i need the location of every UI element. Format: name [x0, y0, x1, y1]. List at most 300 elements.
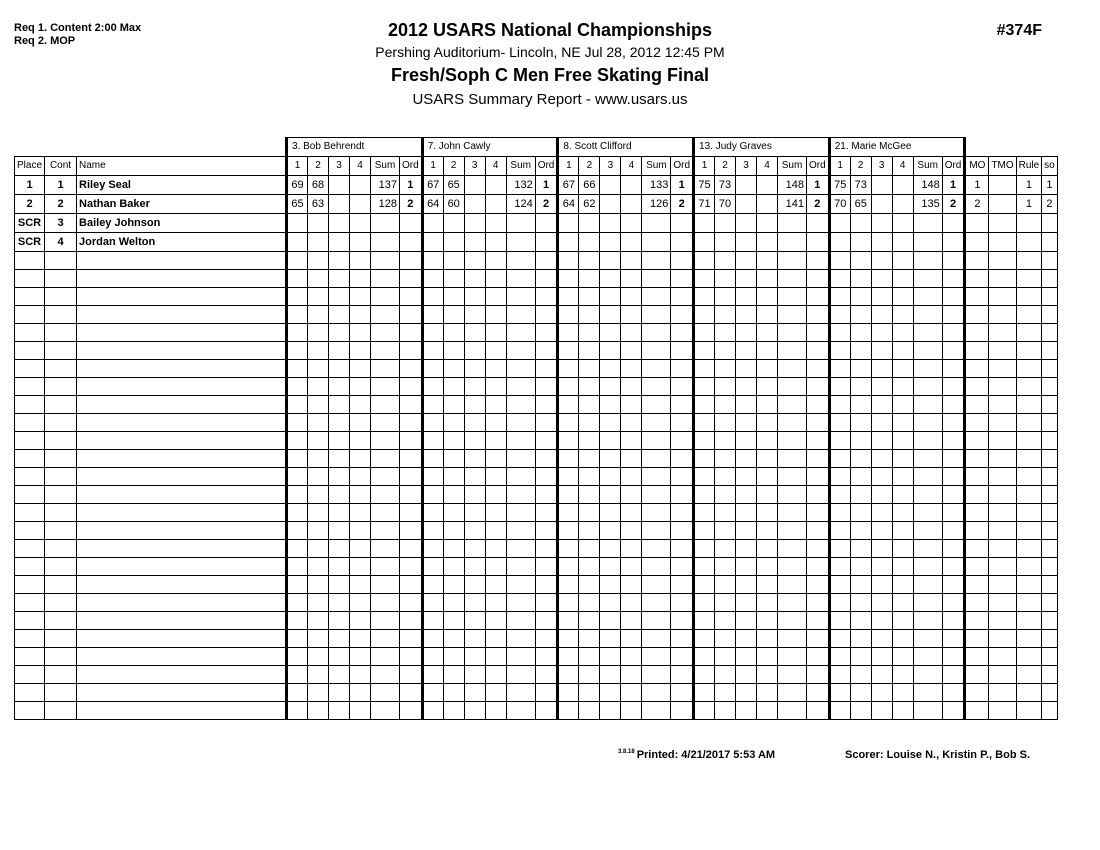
cell-score [850, 342, 871, 360]
cell-score [694, 540, 715, 558]
cell-so [1042, 233, 1058, 252]
cell-score [443, 648, 464, 666]
cell-ord [535, 648, 558, 666]
cell-score [715, 522, 736, 540]
cell-place [15, 612, 45, 630]
cell-score [579, 486, 600, 504]
cell-score [621, 396, 642, 414]
cell-score [558, 270, 579, 288]
cell-sum [371, 214, 400, 233]
cell-rule [1016, 270, 1042, 288]
cell-score [600, 176, 621, 195]
cell-ord [400, 486, 423, 504]
cell-score [308, 468, 329, 486]
cell-place [15, 702, 45, 720]
table-row [15, 558, 1058, 576]
cell-score [829, 576, 850, 594]
cell-score [485, 486, 506, 504]
cell-score [600, 195, 621, 214]
cell-sum [913, 288, 942, 306]
cell-score [621, 486, 642, 504]
cell-score [694, 288, 715, 306]
cell-cont [45, 342, 77, 360]
cell-sum: 137 [371, 176, 400, 195]
cell-cont [45, 450, 77, 468]
cell-sum [642, 594, 671, 612]
cell-score [871, 540, 892, 558]
cell-score [579, 522, 600, 540]
cell-sum [778, 233, 807, 252]
cell-score [443, 702, 464, 720]
cell-score [757, 630, 778, 648]
cell-score [694, 684, 715, 702]
cell-sum [913, 612, 942, 630]
cell-score [736, 612, 757, 630]
cell-mo [965, 486, 989, 504]
cell-name [77, 306, 287, 324]
table-row [15, 176, 1058, 195]
cell-place [15, 396, 45, 414]
cell-ord [671, 233, 694, 252]
cell-score [287, 684, 308, 702]
cell-ord [942, 432, 965, 450]
cell-score [443, 396, 464, 414]
cell-score [443, 324, 464, 342]
cell-mo: 1 [965, 176, 989, 195]
cell-score [892, 450, 913, 468]
cell-score [621, 432, 642, 450]
cell-tmo [989, 270, 1016, 288]
cell-score [850, 378, 871, 396]
cell-ord [942, 233, 965, 252]
championship-title: 2012 USARS National Championships [387, 20, 713, 40]
cell-name: Nathan Baker [77, 195, 287, 214]
header-judge-sum: Sum [642, 157, 671, 176]
cell-score [579, 360, 600, 378]
cell-score [621, 378, 642, 396]
cell-so [1042, 432, 1058, 450]
cell-tmo [989, 214, 1016, 233]
cell-score [308, 630, 329, 648]
cell-ord [671, 522, 694, 540]
cell-sum [642, 252, 671, 270]
cell-score [600, 288, 621, 306]
cell-score [485, 468, 506, 486]
cell-score [850, 306, 871, 324]
cell-score [579, 468, 600, 486]
cell-name [77, 450, 287, 468]
cell-score [850, 233, 871, 252]
cell-score [757, 450, 778, 468]
cell-score [329, 396, 350, 414]
cell-score [600, 558, 621, 576]
cell-ord [807, 233, 830, 252]
cell-place [15, 630, 45, 648]
cell-ord [535, 630, 558, 648]
cell-so [1042, 450, 1058, 468]
cell-sum [913, 450, 942, 468]
cell-score [600, 324, 621, 342]
cell-score [600, 576, 621, 594]
cell-sum [778, 214, 807, 233]
cell-score: 67 [558, 176, 579, 195]
cell-score [715, 504, 736, 522]
cell-so [1042, 214, 1058, 233]
cell-cont [45, 252, 77, 270]
cell-ord [671, 270, 694, 288]
cell-score [422, 648, 443, 666]
cell-mo: 2 [965, 195, 989, 214]
cell-score [443, 270, 464, 288]
cell-name [77, 594, 287, 612]
cell-sum [371, 630, 400, 648]
cell-sum [642, 576, 671, 594]
cell-score [892, 306, 913, 324]
cell-tmo [989, 176, 1016, 195]
cell-score [715, 252, 736, 270]
cell-score [621, 612, 642, 630]
header-cont: Cont [45, 157, 77, 176]
cell-ord [807, 540, 830, 558]
cell-score [329, 306, 350, 324]
table-row [15, 214, 1058, 233]
cell-score [736, 594, 757, 612]
cell-mo [965, 666, 989, 684]
cell-rule [1016, 612, 1042, 630]
cell-score [850, 702, 871, 720]
cell-sum [642, 270, 671, 288]
cell-score [422, 540, 443, 558]
cell-score [287, 288, 308, 306]
cell-score [715, 666, 736, 684]
cell-score [850, 666, 871, 684]
cell-sum [371, 486, 400, 504]
cell-score [485, 558, 506, 576]
cell-score [757, 342, 778, 360]
cell-name [77, 648, 287, 666]
cell-sum [778, 252, 807, 270]
cell-ord [400, 684, 423, 702]
header-judge-1: 1 [829, 157, 850, 176]
cell-tmo [989, 684, 1016, 702]
cell-ord: 1 [535, 176, 558, 195]
cell-score [736, 684, 757, 702]
cell-score [736, 558, 757, 576]
header-judge-4: 4 [757, 157, 778, 176]
cell-sum [642, 540, 671, 558]
table-row [15, 450, 1058, 468]
cell-score [892, 195, 913, 214]
cell-score [694, 612, 715, 630]
cell-score [350, 176, 371, 195]
cell-mo [965, 306, 989, 324]
cell-cont [45, 702, 77, 720]
cell-score [558, 576, 579, 594]
table-row [15, 666, 1058, 684]
cell-score [558, 684, 579, 702]
cell-score [422, 252, 443, 270]
cell-score [600, 684, 621, 702]
cell-score [422, 486, 443, 504]
cell-tmo [989, 522, 1016, 540]
cell-score [287, 468, 308, 486]
cell-score [329, 360, 350, 378]
cell-score [694, 396, 715, 414]
cell-score [350, 396, 371, 414]
cell-name [77, 432, 287, 450]
cell-score [579, 450, 600, 468]
cell-name: Jordan Welton [77, 233, 287, 252]
table-row [15, 630, 1058, 648]
cell-mo [965, 233, 989, 252]
cell-sum [778, 648, 807, 666]
cell-score [350, 214, 371, 233]
cell-ord [807, 684, 830, 702]
scorer-line: Scorer: Louise N., Kristin P., Bob S. [845, 749, 1031, 761]
cell-score [443, 432, 464, 450]
cell-score [621, 504, 642, 522]
table-row [15, 612, 1058, 630]
cell-place [15, 666, 45, 684]
cell-score [579, 702, 600, 720]
cell-score [736, 288, 757, 306]
cell-cont [45, 504, 77, 522]
printed-line [618, 749, 775, 761]
cell-ord [535, 540, 558, 558]
cell-score: 62 [579, 195, 600, 214]
cell-score [558, 630, 579, 648]
cell-so [1042, 684, 1058, 702]
cell-score [464, 648, 485, 666]
cell-score [694, 233, 715, 252]
cell-score [422, 360, 443, 378]
cell-score [621, 306, 642, 324]
cell-ord [400, 360, 423, 378]
requirement-2: Req 2. MOP [14, 35, 76, 47]
cell-score [736, 360, 757, 378]
cell-score [829, 270, 850, 288]
cell-ord [535, 684, 558, 702]
cell-ord [535, 486, 558, 504]
cell-score [715, 288, 736, 306]
cell-so [1042, 342, 1058, 360]
cell-mo [965, 702, 989, 720]
cell-score [621, 288, 642, 306]
cell-score [558, 504, 579, 522]
cell-mo [965, 558, 989, 576]
cell-score [829, 540, 850, 558]
cell-sum [506, 288, 535, 306]
cell-score [694, 214, 715, 233]
cell-score [350, 342, 371, 360]
cell-score [736, 342, 757, 360]
cell-score [485, 432, 506, 450]
cell-so [1042, 540, 1058, 558]
cell-name [77, 576, 287, 594]
cell-sum [778, 432, 807, 450]
cell-place [15, 468, 45, 486]
cell-sum [642, 648, 671, 666]
cell-sum [506, 414, 535, 432]
cell-score [892, 214, 913, 233]
cell-ord [942, 450, 965, 468]
event-number: #374F [996, 22, 1042, 39]
cell-ord [942, 648, 965, 666]
cell-name [77, 702, 287, 720]
cell-ord: 2 [535, 195, 558, 214]
cell-score [871, 612, 892, 630]
cell-rule [1016, 522, 1042, 540]
cell-score [600, 468, 621, 486]
cell-score [892, 522, 913, 540]
cell-ord [942, 342, 965, 360]
cell-score [308, 378, 329, 396]
cell-ord [400, 306, 423, 324]
cell-ord [400, 450, 423, 468]
cell-mo [965, 396, 989, 414]
cell-score [287, 522, 308, 540]
cell-score [757, 540, 778, 558]
cell-name [77, 522, 287, 540]
cell-so [1042, 378, 1058, 396]
cell-score [558, 360, 579, 378]
cell-score [287, 486, 308, 504]
cell-score [600, 666, 621, 684]
cell-sum [506, 233, 535, 252]
cell-score [694, 486, 715, 504]
cell-so [1042, 396, 1058, 414]
cell-score [287, 612, 308, 630]
cell-sum [913, 306, 942, 324]
cell-score [329, 702, 350, 720]
cell-score [443, 214, 464, 233]
cell-sum [642, 396, 671, 414]
cell-score [600, 414, 621, 432]
cell-score [621, 233, 642, 252]
cell-score [621, 195, 642, 214]
cell-score [287, 378, 308, 396]
cell-place [15, 558, 45, 576]
cell-sum [642, 468, 671, 486]
cell-ord [942, 666, 965, 684]
cell-mo [965, 576, 989, 594]
cell-tmo [989, 233, 1016, 252]
cell-score: 63 [308, 195, 329, 214]
cell-sum [371, 396, 400, 414]
cell-score [829, 432, 850, 450]
cell-ord [942, 558, 965, 576]
cell-mo [965, 630, 989, 648]
cell-score [621, 324, 642, 342]
cell-score [871, 396, 892, 414]
cell-sum [506, 504, 535, 522]
cell-score [757, 702, 778, 720]
cell-score [694, 648, 715, 666]
cell-ord [535, 306, 558, 324]
cell-sum [778, 594, 807, 612]
cell-ord [535, 233, 558, 252]
cell-tmo [989, 252, 1016, 270]
cell-score [308, 522, 329, 540]
header-so: so [1042, 157, 1058, 176]
cell-score [850, 288, 871, 306]
cell-score [558, 214, 579, 233]
cell-score [871, 233, 892, 252]
cell-score [736, 378, 757, 396]
cell-score [558, 324, 579, 342]
cell-score [485, 396, 506, 414]
cell-score [694, 576, 715, 594]
cell-sum: 135 [913, 195, 942, 214]
cell-score [621, 666, 642, 684]
cell-score [757, 612, 778, 630]
cell-so [1042, 702, 1058, 720]
cell-score [485, 576, 506, 594]
cell-sum [371, 306, 400, 324]
cell-ord [535, 214, 558, 233]
cell-score [715, 214, 736, 233]
cell-score [579, 432, 600, 450]
cell-cont [45, 360, 77, 378]
cell-ord [942, 378, 965, 396]
cell-sum [371, 414, 400, 432]
cell-score [757, 324, 778, 342]
cell-score [350, 195, 371, 214]
cell-score [422, 432, 443, 450]
table-row [15, 702, 1058, 720]
cell-score [422, 378, 443, 396]
cell-sum [778, 324, 807, 342]
cell-sum [778, 450, 807, 468]
header-tmo: TMO [989, 157, 1016, 176]
cell-ord [942, 684, 965, 702]
cell-ord: 1 [807, 176, 830, 195]
cell-sum [642, 306, 671, 324]
cell-sum [642, 504, 671, 522]
cell-sum [778, 558, 807, 576]
cell-ord [671, 666, 694, 684]
cell-score [850, 270, 871, 288]
cell-so [1042, 324, 1058, 342]
cell-score [694, 378, 715, 396]
cell-ord: 1 [400, 176, 423, 195]
cell-sum [913, 702, 942, 720]
cell-cont [45, 648, 77, 666]
cell-name [77, 666, 287, 684]
cell-score [715, 702, 736, 720]
cell-ord [535, 522, 558, 540]
cell-score [621, 270, 642, 288]
cell-score [443, 486, 464, 504]
cell-score: 67 [422, 176, 443, 195]
cell-score [829, 396, 850, 414]
cell-sum: 124 [506, 195, 535, 214]
table-row [15, 342, 1058, 360]
cell-ord: 2 [807, 195, 830, 214]
cell-score [621, 522, 642, 540]
cell-score [464, 233, 485, 252]
cell-sum [778, 504, 807, 522]
cell-score [308, 396, 329, 414]
cell-ord [942, 396, 965, 414]
cell-score [443, 233, 464, 252]
venue-date-line: Pershing Auditorium- Lincoln, NE Jul 28, 2012 12:45 PM [375, 44, 725, 60]
cell-ord [400, 468, 423, 486]
cell-cont [45, 684, 77, 702]
cell-score: 68 [308, 176, 329, 195]
cell-score [350, 504, 371, 522]
cell-score [715, 414, 736, 432]
